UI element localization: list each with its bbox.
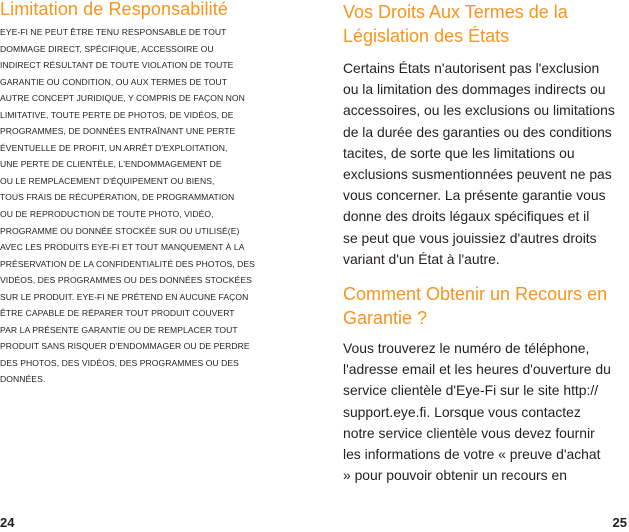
- text-line: l'adresse email et les heures d'ouverture du: [343, 361, 611, 378]
- right-page-column: [343, 0, 627, 486]
- legal-line: SUR LE PRODUIT. EYE-FI NE PRÉTEND EN AUCUNE FAÇON: [0, 291, 249, 302]
- legal-line: GARANTIE OU CONDITION, OU AUX TERMES DE TOUT: [0, 76, 228, 87]
- legal-line: AVEC LES PRODUITS EYE-FI ET TOUT MANQUEMENT À LA: [0, 242, 245, 253]
- text-line: variant d'un État à l'autre.: [343, 250, 500, 267]
- legal-line: PROGRAMME OU DONNÉE STOCKÉE SUR OU UTILISÉ(E): [0, 225, 240, 236]
- legal-line: TOUS FRAIS DE RÉCUPÉRATION, DE PROGRAMMATION: [0, 192, 235, 203]
- heading-line: Vos Droits Aux Termes de la: [343, 2, 568, 22]
- legal-line: PRÉSERVATION DE LA CONFIDENTIALITÉ DES PHOTOS, DES: [0, 258, 255, 269]
- text-line: service clientèle d'Eye-Fi sur le site http://: [343, 382, 599, 399]
- text-line: exclusions susmentionnées peuvent ne pas: [343, 166, 612, 183]
- legal-line: PRODUIT SANS RISQUER D'ENDOMMAGER OU DE PERDRE: [0, 341, 250, 352]
- legal-line: AUTRE CONCEPT JURIDIQUE, Y COMPRIS DE FAÇON NON: [0, 93, 245, 104]
- legal-line: VIDÉOS, DES PROGRAMMES OU DES DONNÉES STOCKÉES: [0, 275, 252, 286]
- page-number-left: 24: [0, 515, 15, 530]
- legal-line: ÉVENTUELLE DE PROFIT, UN ARRÊT D'EXPLOITATION,: [0, 142, 228, 153]
- heading-line: Garantie ?: [343, 308, 428, 329]
- legal-line: UNE PERTE DE CLIENTÈLE, L'ENDOMMAGEMENT DE: [0, 159, 222, 170]
- warranty-recourse-heading: [343, 282, 627, 330]
- text-line: les informations de votre « preuve d'achat: [343, 446, 601, 463]
- page-number-right: 25: [612, 515, 627, 530]
- limitation-heading: Limitation de Responsabilité: [0, 0, 228, 19]
- legal-line: INDIRECT RÉSULTANT DE TOUTE VIOLATION DE TOUTE: [0, 60, 234, 71]
- heading-line: Législation des États: [343, 26, 510, 46]
- rights-paragraph: [343, 58, 627, 270]
- legal-line: EYE-FI NE PEUT ÊTRE TENU RESPONSABLE DE TOUT: [0, 27, 227, 37]
- text-line: donne des droits légaux spécifiques et il: [343, 208, 590, 225]
- text-line: tacites, de sorte que les limitations ou: [343, 144, 575, 161]
- text-line: Certains États n'autorisent pas l'exclusion: [343, 60, 600, 76]
- text-line: notre service clientèle vous devez fournir: [343, 424, 595, 441]
- legal-line: PROGRAMMES, DE DONNÉES ENTRAÎNANT UNE PERTE: [0, 126, 236, 137]
- liability-disclaimer: [0, 24, 292, 388]
- rights-heading: [343, 0, 627, 48]
- legal-line: DES PHOTOS, DES VIDÉOS, DES PROGRAMMES OU DES: [0, 357, 239, 368]
- text-line: support.eye.fi. Lorsque vous contactez: [343, 403, 581, 420]
- text-line: Vous trouverez le numéro de téléphone,: [343, 340, 590, 357]
- heading-line: Comment Obtenir un Recours en: [343, 284, 608, 305]
- text-line: accessoires, ou les exclusions ou limitations: [343, 102, 615, 119]
- text-line: se peut que vous jouissiez d'autres droits: [343, 229, 597, 246]
- recourse-paragraph: [343, 338, 627, 486]
- legal-line: PAR LA PRÉSENTE GARANTIE OU DE REMPLACER TOUT: [0, 324, 238, 335]
- legal-line: OU DE REPRODUCTION DE TOUTE PHOTO, VIDÉO,: [0, 209, 214, 220]
- text-line: de la durée des garanties ou des conditions: [343, 123, 612, 140]
- text-line: ou la limitation des dommages indirects ou: [343, 81, 606, 98]
- legal-line: OU LE REMPLACEMENT D'ÉQUIPEMENT OU BIENS,: [0, 175, 215, 186]
- legal-line: ÊTRE CAPABLE DE RÉPARER TOUT PRODUIT COUVERT: [0, 308, 235, 319]
- legal-line: LIMITATIVE, TOUTE PERTE DE PHOTOS, DE VIDÉOS, DE: [0, 109, 234, 120]
- text-line: vous concerner. La présente garantie vous: [343, 187, 606, 204]
- left-page-column: [0, 0, 292, 388]
- text-line: » pour pouvoir obtenir un recours en: [343, 467, 567, 484]
- legal-line: DONNÉES.: [0, 374, 46, 385]
- legal-line: DOMMAGE DIRECT, SPÉCIFIQUE, ACCESSOIRE OU: [0, 43, 214, 54]
